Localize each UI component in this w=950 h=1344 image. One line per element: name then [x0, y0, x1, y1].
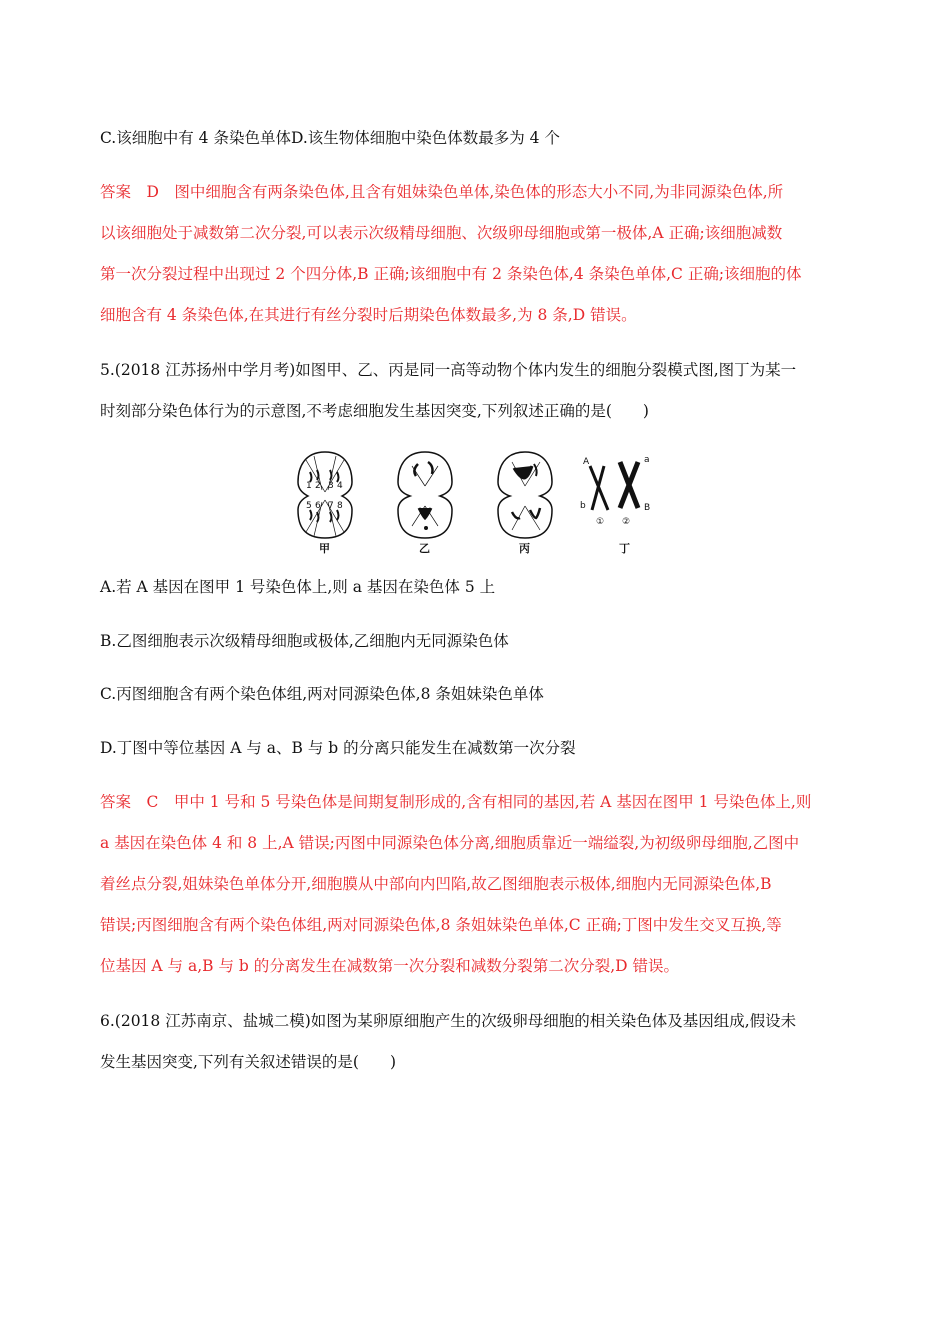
jia-number-3: 3	[328, 481, 334, 491]
q4-answer-line-1: 答案 D 图中细胞含有两条染色体,且含有姐妹染色单体,染色体的形态大小不同,为非同源染色体,所	[100, 183, 784, 201]
q4-answer-line-2: 以该细胞处于减数第二次分裂,可以表示次级精母细胞、次级卵母细胞或第一极体,A 正确;该细胞减数	[100, 224, 783, 242]
q5-answer-line-4: 错误;丙图细胞含有两个染色体组,两对同源染色体,8 条姐妹染色单体,C 正确;丁图中发生交叉互换,等	[100, 916, 782, 934]
caption-ding: 丁	[619, 542, 630, 555]
gene-label-a: a	[644, 455, 650, 465]
q5-stem-line-1: 5.(2018 江苏扬州中学月考)如图甲、乙、丙是同一高等动物个体内发生的细胞分裂模式图,图丁为某一	[100, 361, 797, 379]
q5-option-a: A.若 A 基因在图甲 1 号染色体上,则 a 基因在染色体 5 上	[100, 578, 496, 596]
jia-number-5: 5	[306, 501, 312, 511]
q6-stem-line-2: 发生基因突变,下列有关叙述错误的是( )	[100, 1053, 397, 1071]
q4-answer-line-3: 第一次分裂过程中出现过 2 个四分体,B 正确;该细胞中有 2 条染色体,4 条染色单体,C 正确;该细胞的体	[100, 265, 802, 283]
q6-stem-line-1: 6.(2018 江苏南京、盐城二模)如图为某卵原细胞产生的次级卵母细胞的相关染色体及基因组成,假设未	[100, 1012, 797, 1030]
jia-number-6: 6	[315, 501, 321, 511]
q5-answer-line-2: a 基因在染色体 4 和 8 上,A 错误;丙图中同源染色体分离,细胞质靠近一端缢裂,为初级卵母细胞,乙图中	[100, 834, 800, 852]
q5-option-c: C.丙图细胞含有两个染色体组,两对同源染色体,8 条姐妹染色单体	[100, 685, 544, 703]
gene-label-A: A	[583, 457, 590, 467]
caption-bing: 丙	[519, 542, 530, 555]
cell-division-figure	[290, 446, 670, 556]
q5-option-d: D.丁图中等位基因 A 与 a、B 与 b 的分离只能发生在减数第一次分裂	[100, 739, 576, 757]
jia-number-1: 1	[306, 481, 312, 491]
caption-yi: 乙	[419, 542, 430, 555]
cell-yi	[398, 452, 452, 555]
gene-label-b: b	[580, 501, 586, 511]
q5-answer-line-3: 着丝点分裂,姐妹染色单体分开,细胞膜从中部向内凹陷,故乙图细胞表示极体,细胞内无同源染色体,B	[100, 875, 772, 893]
jia-number-2: 2	[315, 481, 321, 491]
cell-bing	[498, 452, 552, 555]
chromosome-label-1: ①	[596, 517, 605, 527]
chromosome-ding	[580, 455, 650, 555]
q5-stem-line-2: 时刻部分染色体行为的示意图,不考虑细胞发生基因突变,下列叙述正确的是( )	[100, 402, 649, 420]
q4-answer-line-4: 细胞含有 4 条染色体,在其进行有丝分裂时后期染色体数最多,为 8 条,D 错误。	[100, 306, 637, 324]
jia-number-7: 7	[328, 501, 334, 511]
gene-label-B: B	[644, 503, 651, 513]
q4-options-cd: C.该细胞中有 4 条染色单体D.该生物体细胞中染色体数最多为 4 个	[100, 129, 560, 147]
q5-option-b: B.乙图细胞表示次级精母细胞或极体,乙细胞内无同源染色体	[100, 632, 509, 650]
q5-answer-line-5: 位基因 A 与 a,B 与 b 的分离发生在减数第一次分裂和减数分裂第二次分裂,D 错误。	[100, 957, 680, 975]
q5-answer-line-1: 答案 C 甲中 1 号和 5 号染色体是间期复制形成的,含有相同的基因,若 A 基因在图甲 1 号染色体上,则	[100, 793, 812, 811]
jia-number-8: 8	[337, 501, 343, 511]
chromosome-label-2: ②	[622, 517, 631, 527]
caption-jia: 甲	[319, 542, 330, 555]
cell-jia	[298, 452, 352, 555]
jia-number-4: 4	[337, 481, 343, 491]
